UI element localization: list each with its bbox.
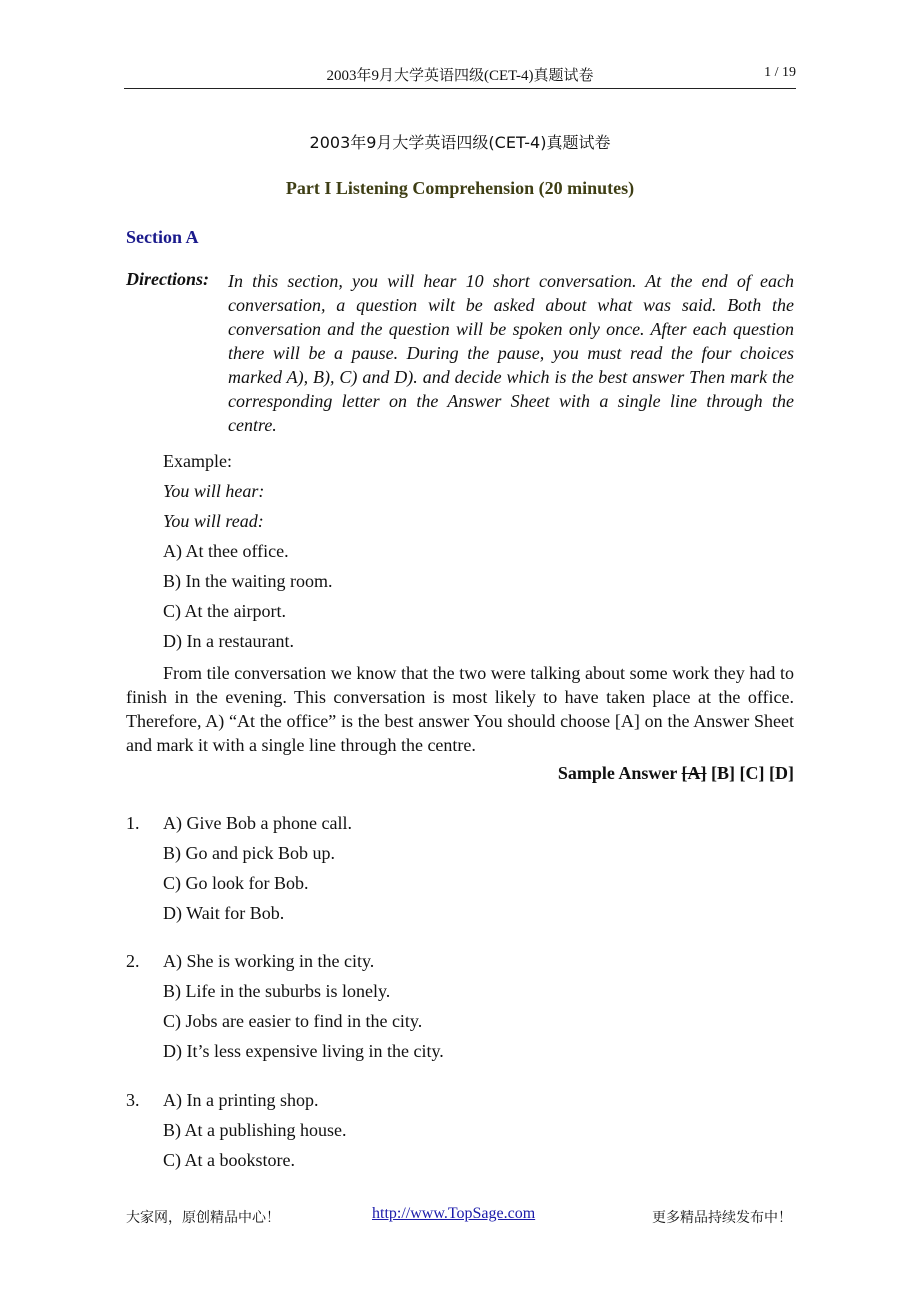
part-title: Part I Listening Comprehension (20 minutes) bbox=[285, 178, 635, 198]
header-page-number: 1 / 19 bbox=[764, 65, 796, 80]
example-label: Example: bbox=[163, 451, 232, 471]
question-number: 1. bbox=[126, 813, 140, 833]
question-number: 3. bbox=[126, 1090, 140, 1110]
question-option: C) At a bookstore. bbox=[163, 1150, 295, 1170]
example-read: You will read: bbox=[163, 511, 264, 531]
section-title: Section A bbox=[126, 227, 199, 247]
example-option: C) At the airport. bbox=[163, 601, 286, 621]
example-option: D) In a restaurant. bbox=[163, 631, 294, 651]
document-title: 2003年9月大学英语四级(CET-4)真题试卷 bbox=[309, 133, 611, 152]
example-option: A) At thee office. bbox=[163, 541, 289, 561]
question-option: C) Go look for Bob. bbox=[163, 873, 309, 893]
sample-answer-rest: [B] [C] [D] bbox=[711, 763, 794, 783]
question-option: B) Life in the suburbs is lonely. bbox=[163, 981, 391, 1001]
question-option: C) Jobs are easier to find in the city. bbox=[163, 1011, 423, 1031]
footer-website-link[interactable]: http://www.TopSage.com bbox=[372, 1205, 536, 1222]
header-divider bbox=[124, 88, 796, 89]
example-option: B) In the waiting room. bbox=[163, 571, 333, 591]
question-option: A) Give Bob a phone call. bbox=[163, 813, 352, 833]
question-option: D) It’s less expensive living in the city. bbox=[163, 1041, 444, 1061]
sample-answer-marked: [A] bbox=[681, 763, 707, 783]
header-title: 2003年9月大学英语四级(CET-4)真题试卷 bbox=[326, 68, 594, 84]
question-option: A) In a printing shop. bbox=[163, 1090, 319, 1110]
question-option: B) At a publishing house. bbox=[163, 1120, 347, 1140]
directions-text: In this section, you will hear 10 short conversation. At the end of each conversation, a question wilt be asked about what was said. Both the conversation and the question will be spoken only once. After each question there will be a pause. During the pause, you must read the four choices marked A), B), C) and D). and decide which is the best answer Then mark the corresponding letter on the Answer Sheet with a single line through the centre. bbox=[228, 271, 794, 435]
example-explanation: From tile conversation we know that the two were talking about some work they had to finish in the evening. This conversation is most likely to have taken place at the office. Therefore, A) “At the office” is the best answer You should choose [A] on the Answer Sheet and mark it with a single line through the centre. bbox=[126, 663, 794, 755]
question-number: 2. bbox=[126, 951, 140, 971]
footer-slogan-left: 大家网，原创精品中心！ bbox=[126, 1210, 280, 1226]
question-option: A) She is working in the city. bbox=[163, 951, 375, 971]
sample-answer bbox=[558, 763, 794, 784]
question-option: D) Wait for Bob. bbox=[163, 903, 285, 923]
footer-slogan-right: 更多精品持续发布中！ bbox=[652, 1210, 792, 1226]
example-hear: You will hear: bbox=[163, 481, 265, 501]
sample-answer-label: Sample Answer bbox=[557, 763, 678, 783]
question-option: B) Go and pick Bob up. bbox=[163, 843, 335, 863]
directions-label: Directions: bbox=[126, 269, 209, 289]
